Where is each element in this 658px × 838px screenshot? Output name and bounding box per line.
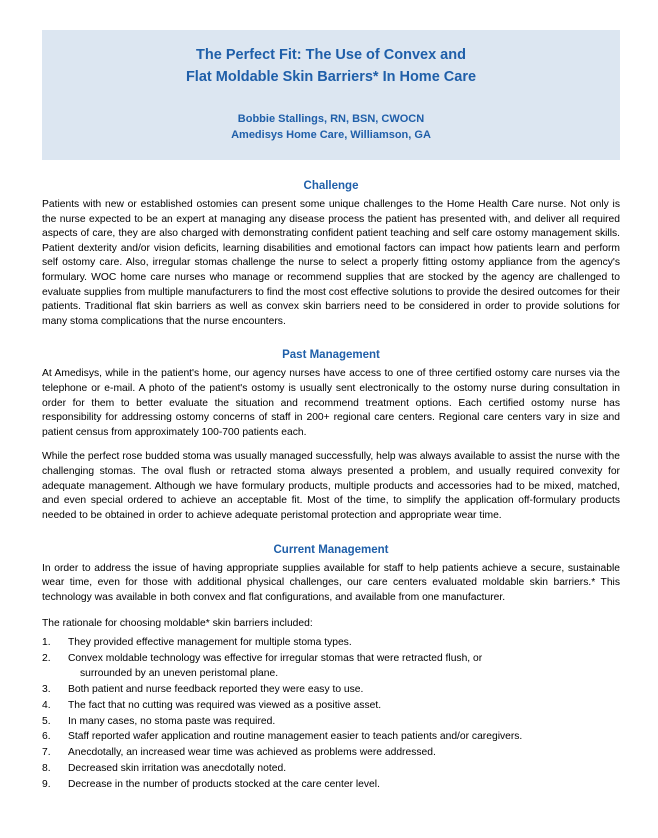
rationale-list bbox=[42, 636, 620, 793]
list-item-text: Decreased skin irritation was anecdotally noted. bbox=[68, 763, 287, 775]
list-item-number: 7. bbox=[42, 747, 51, 759]
page-title-line-2: Flat Moldable Skin Barriers* In Home Care bbox=[185, 69, 477, 86]
list-item bbox=[42, 715, 620, 730]
section-heading-challenge: Challenge bbox=[303, 179, 359, 192]
list-item-text: Decrease in the number of products stocked at the care center level. bbox=[68, 779, 380, 791]
list-item bbox=[42, 652, 620, 682]
list-item-number: 6. bbox=[42, 731, 51, 743]
section-challenge-paragraph-1: Patients with new or established ostomies can present some unique challenges to the Home Health Care nurse. Not only is the nurse expected to be an expert at managing any disease process the patient has presented with, and deliver all required aspects of care, they are also charged with demonstrating confident patient teaching and self care ostomy management skills. Patient dexterity and/or vision deficits, learning disabilities and emotional factors can impact how patients learn and perform self ostomy care. Also, irregular stomas challenge the nurse to select a properly fitting ostomy appliance from the agency's formulary. WOC home care nurses who manage or recommend supplies that are stocked by the agency are challenged to evaluate supplies from multiple manufacturers to find the most cost effective solutions to provide the desired outcomes for their patients. Traditional flat skin barriers as well as convex skin barriers need to be considered in order to provide solutions for many stoma complications that the nurse encounters. bbox=[42, 198, 620, 327]
list-item-text: They provided effective management for multiple stoma types. bbox=[68, 636, 352, 648]
list-item bbox=[42, 683, 620, 698]
rationale-lead-in: The rationale for choosing moldable* skin barriers included: bbox=[42, 618, 313, 630]
list-item-number: 4. bbox=[42, 699, 51, 711]
list-item-text: Anecdotally, an increased wear time was achieved as problems were addressed. bbox=[68, 747, 436, 759]
list-item bbox=[42, 699, 620, 714]
section-past-management-paragraph-2: While the perfect rose budded stoma was usually managed successfully, help was always available to assist the nurse with the challenging stomas. The oval flush or retracted stoma always presented a problem, and usually required convexity for adequate management. Although we have formulary products, multiple products and accessories had to be mixed, matched, and even special ordered to achieve an acceptable fit. Most of the time, to simplify the application off-formulary products needed to be obtained in order to achieve adequate peristomal protection and appropriate wear time. bbox=[42, 451, 620, 521]
list-item-number: 8. bbox=[42, 763, 51, 775]
page-title-line-1: The Perfect Fit: The Use of Convex and bbox=[196, 47, 466, 63]
list-item bbox=[42, 636, 620, 651]
section-current-management bbox=[42, 544, 620, 794]
list-item-number: 3. bbox=[42, 683, 51, 695]
list-item-text: The fact that no cutting was required was viewed as a positive asset. bbox=[68, 699, 382, 711]
document-content bbox=[42, 30, 620, 794]
list-item-number: 9. bbox=[42, 779, 51, 791]
section-current-management-paragraph-1: In order to address the issue of having appropriate supplies available for staff to help patients achieve a secure, sustainable wear time, even for those with additional physical challenges, our care centers evaluated moldable skin barriers.* This technology was available in both convex and flat configurations, and available from one manufacturer. bbox=[42, 562, 620, 603]
section-past-management bbox=[42, 349, 620, 523]
list-item-number: 2. bbox=[42, 652, 51, 664]
list-item-text bbox=[68, 652, 620, 682]
section-challenge bbox=[42, 180, 620, 329]
page-title bbox=[52, 44, 610, 89]
list-item bbox=[42, 746, 620, 761]
list-item-number: 5. bbox=[42, 715, 51, 727]
list-item-text: In many cases, no stoma paste was required. bbox=[68, 715, 276, 727]
author-name: Bobbie Stallings, RN, BSN, CWOCN bbox=[237, 112, 425, 125]
list-item bbox=[42, 730, 620, 745]
list-item-text-continuation: surrounded by an uneven peristomal plane. bbox=[80, 667, 279, 679]
list-item-text-main: Convex moldable technology was effective for irregular stomas that were retracted flush, or bbox=[68, 652, 483, 664]
list-item bbox=[42, 762, 620, 777]
list-item bbox=[42, 778, 620, 793]
list-item-number: 1. bbox=[42, 636, 51, 648]
author-affiliation: Amedisys Home Care, Williamson, GA bbox=[231, 129, 431, 142]
list-item-text: Both patient and nurse feedback reported they were easy to use. bbox=[68, 683, 364, 695]
title-banner bbox=[42, 30, 620, 160]
list-item-text: Staff reported wafer application and routine management easier to teach patients and/or caregivers. bbox=[68, 731, 523, 743]
author-block bbox=[52, 111, 610, 144]
section-heading-current-management: Current Management bbox=[273, 543, 389, 556]
section-past-management-paragraph-1: At Amedisys, while in the patient's home, our agency nurses have access to one of three certified ostomy care nurses via the telephone or e-mail. A photo of the patient's ostomy is usually sent electronically to the ostomy nurse during consultation in order for them to better evaluate the situation and recommend treatment options. Each certified ostomy nurse has responsibility for addressing ostomy concerns of staff in 200+ regional care centers. Regional care centers vary in size and patient census from approximately 100-700 patients each. bbox=[42, 368, 620, 438]
section-heading-past-management: Past Management bbox=[282, 349, 380, 362]
